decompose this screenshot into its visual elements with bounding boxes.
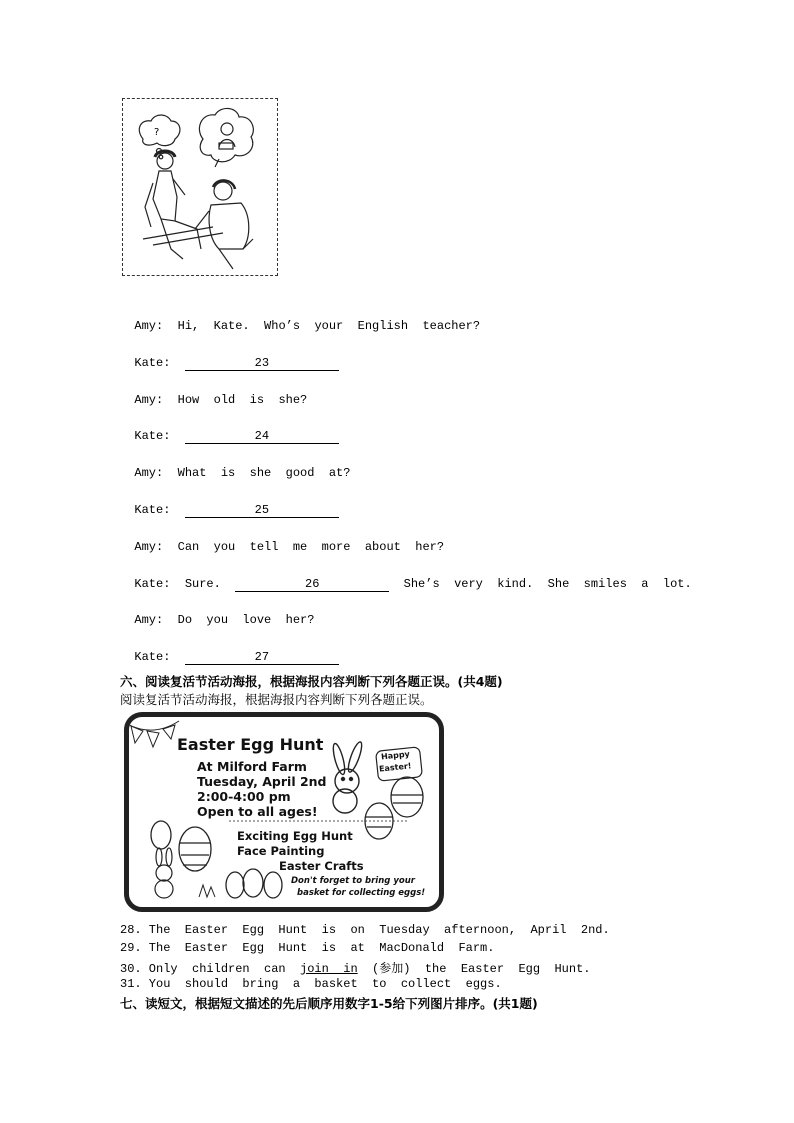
dialogue-text: Do you love her? bbox=[177, 613, 315, 627]
bunny-icon bbox=[331, 741, 364, 813]
dialogue-line-3 bbox=[120, 379, 307, 407]
speaker: Kate: bbox=[134, 577, 171, 591]
dialogue-text: She’s very kind. She smiles a lot. bbox=[403, 577, 692, 591]
small-bunny-icon bbox=[155, 848, 173, 898]
grass-icon bbox=[199, 885, 215, 897]
speaker: Kate: bbox=[134, 503, 171, 517]
section-6-title: 六、阅读复活节活动海报，根据海报内容判断下列各题正误。(共4题) bbox=[120, 674, 503, 689]
dialogue-line-9 bbox=[120, 599, 314, 627]
dialogue-text: Can you tell me more about her? bbox=[177, 540, 445, 554]
badge-line-2: Easter! bbox=[378, 761, 412, 774]
speaker: Amy: bbox=[134, 319, 164, 333]
easter-poster bbox=[124, 712, 444, 912]
bunting-icon bbox=[129, 721, 179, 747]
statement-28: 28. The Easter Egg Hunt is on Tuesday afternoon, April 2nd. bbox=[120, 923, 610, 937]
answer-blank-27[interactable]: 27 bbox=[185, 651, 339, 665]
statement-30 bbox=[120, 959, 590, 976]
speaker: Amy: bbox=[134, 613, 164, 627]
statement-29: 29. The Easter Egg Hunt is at MacDonald Farm. bbox=[120, 941, 495, 955]
statement-31: 31. You should bring a basket to collect eggs. bbox=[120, 977, 502, 991]
dialogue-line-4 bbox=[120, 415, 339, 444]
poster-activity-3: Easter Crafts bbox=[279, 859, 364, 873]
dialogue-line-10 bbox=[120, 636, 339, 665]
dialogue-text: What is she good at? bbox=[177, 466, 351, 480]
speaker: Kate: bbox=[134, 356, 171, 370]
statement-30-pre: 30. Only children can bbox=[120, 962, 301, 976]
poster-activity-2: Face Painting bbox=[237, 844, 325, 858]
poster-time: 2:00-4:00 pm bbox=[197, 789, 291, 804]
poster-date: Tuesday, April 2nd bbox=[197, 774, 327, 789]
speaker: Amy: bbox=[134, 540, 164, 554]
poster-open: Open to all ages! bbox=[197, 804, 318, 819]
answer-blank-24[interactable]: 24 bbox=[185, 430, 339, 444]
poster-note-2: basket for collecting eggs! bbox=[297, 888, 426, 898]
speaker: Kate: bbox=[134, 429, 171, 443]
poster-note-1: Don't forget to bring your bbox=[291, 876, 415, 886]
poster-location: At Milford Farm bbox=[197, 759, 307, 774]
girls-thinking-illustration bbox=[123, 99, 276, 274]
badge-line-1: Happy bbox=[380, 749, 411, 762]
dialogue-line-7 bbox=[120, 526, 444, 554]
dialogue-text: Hi, Kate. Who’s your English teacher? bbox=[177, 319, 481, 333]
dialogue-line-6 bbox=[120, 489, 339, 518]
speaker: Amy: bbox=[134, 466, 164, 480]
poster-activity-1: Exciting Egg Hunt bbox=[237, 829, 353, 843]
speaker: Amy: bbox=[134, 393, 164, 407]
statement-30-post: (参加) the Easter Egg Hunt. bbox=[357, 962, 591, 976]
poster-title: Easter Egg Hunt bbox=[177, 735, 324, 754]
section-7-title: 七、读短文，根据短文描述的先后顺序用数字1-5给下列图片排序。(共1题) bbox=[120, 996, 538, 1011]
section-6-instruction: 阅读复活节活动海报，根据海报内容判断下列各题正误。 bbox=[120, 692, 433, 707]
speaker: Kate: bbox=[134, 650, 171, 664]
dialogue-text: How old is she? bbox=[177, 393, 308, 407]
svg-text:?: ? bbox=[154, 127, 160, 138]
answer-blank-25[interactable]: 25 bbox=[185, 504, 339, 518]
answer-blank-23[interactable]: 23 bbox=[185, 357, 339, 371]
answer-blank-26[interactable]: 26 bbox=[235, 578, 389, 592]
dialogue-line-8 bbox=[120, 563, 692, 592]
egg-icon bbox=[365, 777, 423, 839]
underlined-phrase: join in bbox=[300, 962, 358, 976]
dialogue-text: Sure. bbox=[184, 577, 221, 591]
teacher-illustration bbox=[122, 98, 278, 276]
dialogue-line-5 bbox=[120, 452, 350, 480]
dialogue-line-2 bbox=[120, 342, 339, 371]
dialogue-line-1 bbox=[120, 305, 480, 333]
